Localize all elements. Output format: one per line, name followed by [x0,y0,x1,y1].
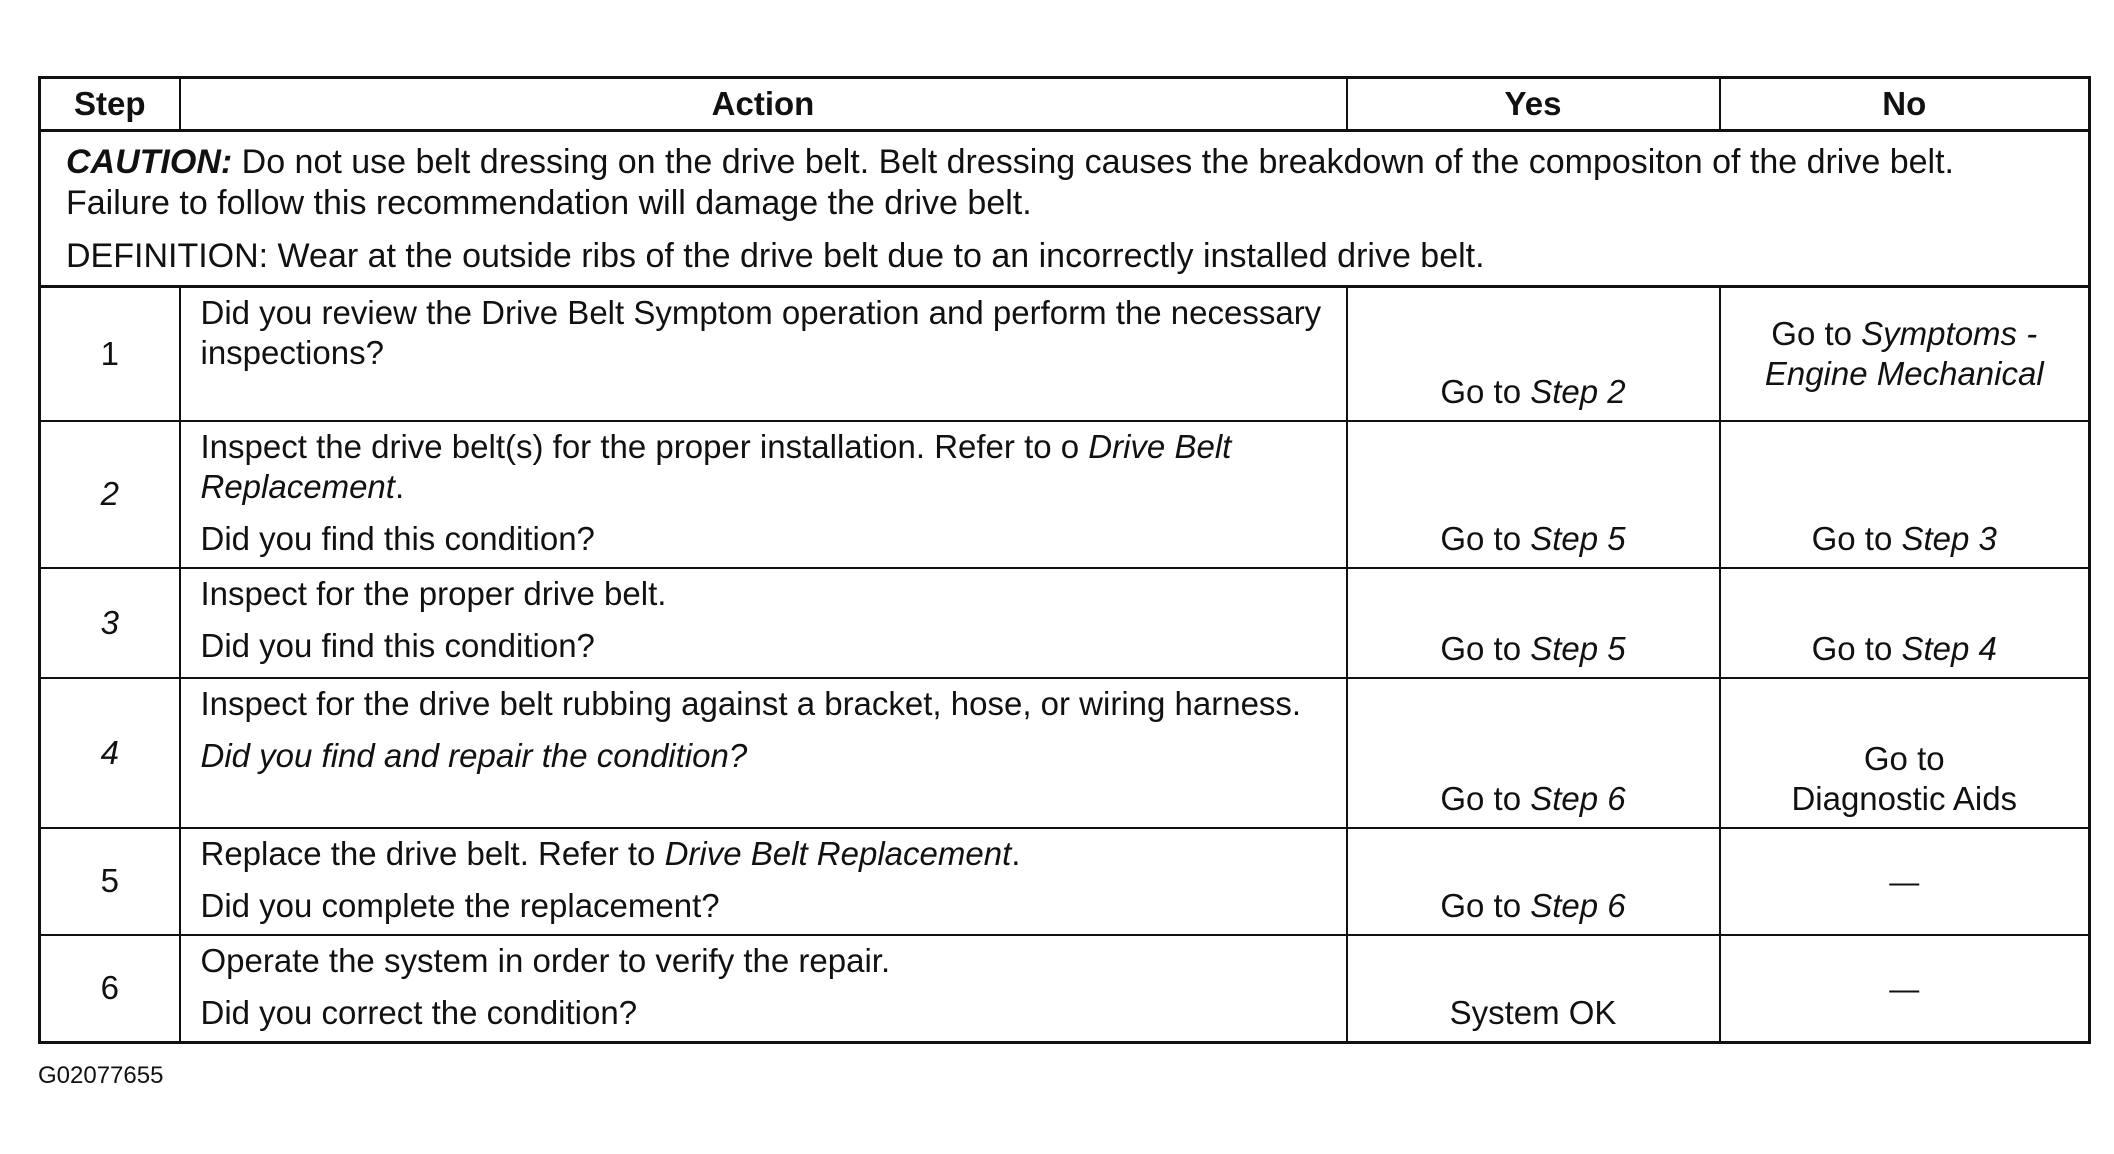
action-question: Did you complete the replacement? [200,886,720,924]
yes-prefix: Go to [1440,779,1531,817]
table-row [40,287,2090,421]
header-step: Step [40,78,180,131]
no-step-reference: Step 4 [1901,629,1997,667]
step-number: 6 [40,935,180,1043]
yes-cell [1347,828,1720,935]
table-row [40,935,2090,1043]
yes-cell [1347,678,1720,828]
yes-cell [1347,287,1720,421]
notes-row [40,131,2090,287]
yes-system-ok: System OK [1449,993,1617,1031]
yes-cell [1347,421,1720,568]
no-dash: — [1889,973,1920,1006]
yes-prefix: Go to [1440,519,1531,557]
step-number: 5 [40,828,180,935]
action-text [201,427,1326,507]
no-cell [1720,678,2090,828]
definition-note: DEFINITION: Wear at the outside ribs of the drive belt due to an incorrectly installed drive belt. [66,237,1485,275]
figure-id: G02077655 [38,1062,164,1089]
action-cell [180,935,1347,1043]
header-no: No [1720,78,2090,131]
table-row [40,568,2090,678]
action-text: Inspect for the proper drive belt. [200,574,667,612]
no-diagnostic-aids: Diagnostic Aids [1791,779,2018,817]
action-text: Operate the system in order to verify the repair. [200,941,891,979]
action-suffix: . [1011,834,1021,872]
action-text [201,834,1326,874]
yes-step-reference: Step 6 [1530,779,1626,817]
table-row [40,678,2090,828]
step-number: 2 [40,421,180,568]
yes-prefix: Go to [1440,629,1531,667]
no-cell [1720,421,2090,568]
no-cell [1720,935,2090,1043]
action-question: Did you find this condition? [200,626,595,664]
header-action: Action [180,78,1347,131]
no-reference: Symptoms - Engine Mechanical [1764,314,2044,392]
action-cell [180,828,1347,935]
yes-prefix: Go to [1440,372,1531,410]
action-text-main: Inspect the drive belt(s) for the proper installation. Refer to o [200,427,1089,465]
table-row [40,828,2090,935]
caution-label: CAUTION: [66,143,233,181]
step-number: 1 [40,287,180,421]
action-reference: Drive Belt Replacement [200,427,1232,505]
table-row [40,421,2090,568]
no-dash: — [1889,866,1920,899]
no-cell [1720,287,2090,421]
no-cell [1720,568,2090,678]
no-cell [1720,828,2090,935]
action-question: Did you correct the condition? [200,993,638,1031]
yes-cell [1347,935,1720,1043]
action-question: Did you find and repair the condition? [200,736,748,774]
yes-cell [1347,568,1720,678]
yes-prefix: Go to [1440,886,1531,924]
no-prefix: Go to [1811,519,1902,557]
action-reference: Drive Belt Replacement [664,834,1012,872]
caution-text: Do not use belt dressing on the drive belt. Belt dressing causes the breakdown of the compositon of the drive belt. Failure to follow this recommendation will damage the drive belt. [66,143,1954,222]
caution-note [66,142,2066,224]
diagnostic-table [38,76,2091,1044]
header-yes: Yes [1347,78,1720,131]
diagnostic-table-container [38,76,2088,1044]
action-cell [180,287,1347,421]
no-step-reference: Step 3 [1901,519,1997,557]
no-prefix: Go to [1771,314,1862,352]
yes-step-reference: Step 6 [1530,886,1626,924]
table-header-row [40,78,2090,131]
action-text: Inspect for the drive belt rubbing against a bracket, hose, or wiring harness. [200,684,1302,722]
no-line-1: Go to [1863,739,1945,777]
action-text: Did you review the Drive Belt Symptom operation and perform the necessary inspections? [200,294,1322,371]
action-cell [180,678,1347,828]
action-suffix: . [394,467,405,505]
step-number: 3 [40,568,180,678]
action-question: Did you find this condition? [200,519,595,557]
yes-step-reference: Step 2 [1530,372,1626,410]
action-text-main: Replace the drive belt. Refer to [200,834,665,872]
action-cell [180,568,1347,678]
yes-step-reference: Step 5 [1530,629,1626,667]
step-number: 4 [40,678,180,828]
no-prefix: Go to [1811,629,1902,667]
yes-step-reference: Step 5 [1530,519,1626,557]
notes-cell [40,131,2090,287]
action-cell [180,421,1347,568]
